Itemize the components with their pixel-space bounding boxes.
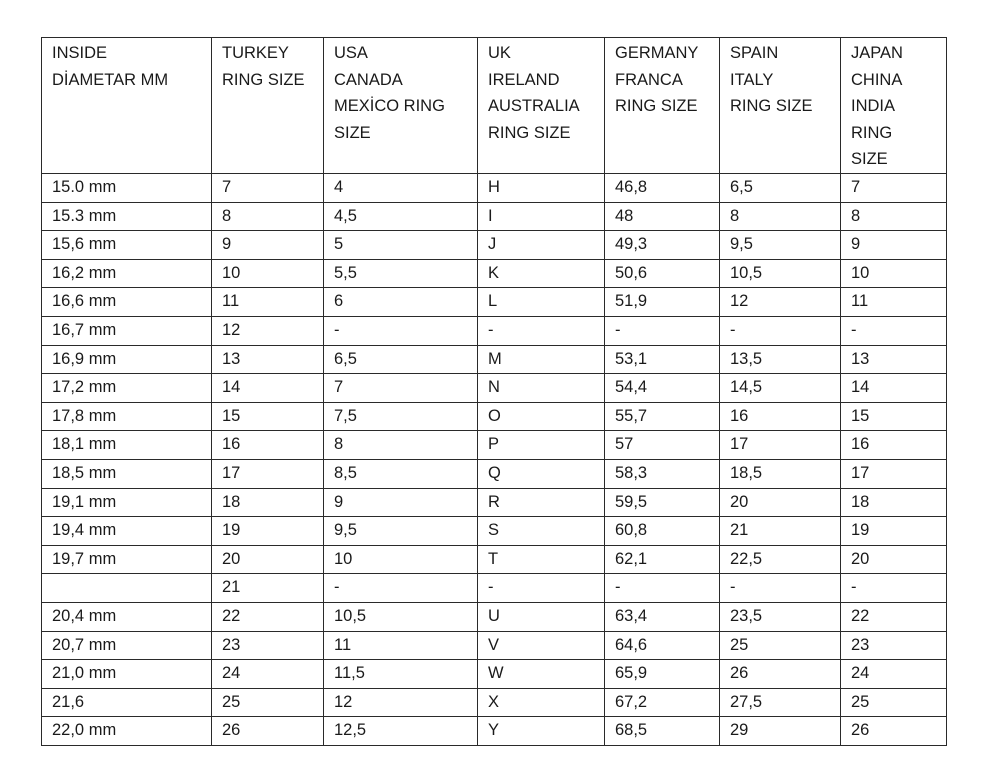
uk-size-cell: Y [478, 717, 605, 746]
japan-size-cell: 22 [841, 602, 947, 631]
japan-size-cell: 11 [841, 288, 947, 317]
table-row [42, 688, 947, 717]
spain-size-cell: 20 [720, 488, 841, 517]
ring-size-chart [41, 37, 947, 746]
usa-size-cell: 9 [324, 488, 478, 517]
japan-size-cell: 25 [841, 688, 947, 717]
spain-size-cell: - [720, 316, 841, 345]
table-row [42, 660, 947, 689]
table-row [42, 431, 947, 460]
uk-size-cell: V [478, 631, 605, 660]
table-row [42, 517, 947, 546]
table-row [42, 574, 947, 603]
usa-size-cell: 4,5 [324, 202, 478, 231]
header-line: CHINA [851, 70, 903, 89]
turkey-size-cell: 22 [212, 602, 324, 631]
inside-diameter-cell: 16,7 mm [42, 316, 212, 345]
inside-diameter-cell [42, 574, 212, 603]
header-line: SPAIN [730, 44, 779, 62]
usa-canada-mexico-ring-size-header [324, 38, 478, 174]
usa-size-cell: 7,5 [324, 402, 478, 431]
turkey-size-cell: 10 [212, 259, 324, 288]
uk-size-cell: - [478, 574, 605, 603]
inside-diameter-cell: 19,1 mm [42, 488, 212, 517]
uk-size-cell: W [478, 660, 605, 689]
japan-size-cell: 16 [841, 431, 947, 460]
uk-size-cell: O [478, 402, 605, 431]
japan-size-cell: 14 [841, 374, 947, 403]
inside-diameter-cell: 19,4 mm [42, 517, 212, 546]
usa-size-cell: - [324, 574, 478, 603]
japan-size-cell: 10 [841, 259, 947, 288]
japan-size-cell: - [841, 574, 947, 603]
turkey-size-cell: 25 [212, 688, 324, 717]
table-row [42, 174, 947, 203]
spain-size-cell: 12 [720, 288, 841, 317]
table-row [42, 602, 947, 631]
inside-diameter-cell: 20,4 mm [42, 602, 212, 631]
usa-size-cell: 6 [324, 288, 478, 317]
japan-size-cell: 20 [841, 545, 947, 574]
table-row [42, 459, 947, 488]
japan-size-cell: 15 [841, 402, 947, 431]
turkey-size-cell: 13 [212, 345, 324, 374]
usa-size-cell: 11,5 [324, 660, 478, 689]
uk-size-cell: N [478, 374, 605, 403]
turkey-size-cell: 21 [212, 574, 324, 603]
uk-size-cell: T [478, 545, 605, 574]
usa-size-cell: 12,5 [324, 717, 478, 746]
turkey-size-cell: 23 [212, 631, 324, 660]
germany-size-cell: - [605, 574, 720, 603]
turkey-ring-size-header [212, 38, 324, 174]
germany-size-cell: 54,4 [605, 374, 720, 403]
usa-size-cell: 7 [324, 374, 478, 403]
turkey-size-cell: 20 [212, 545, 324, 574]
table-body [42, 174, 947, 746]
germany-size-cell: 46,8 [605, 174, 720, 203]
japan-size-cell: 19 [841, 517, 947, 546]
spain-italy-ring-size-header [720, 38, 841, 174]
table-row [42, 631, 947, 660]
spain-size-cell: 21 [720, 517, 841, 546]
table-row [42, 402, 947, 431]
table-row [42, 374, 947, 403]
uk-size-cell: X [478, 688, 605, 717]
germany-size-cell: 60,8 [605, 517, 720, 546]
turkey-size-cell: 19 [212, 517, 324, 546]
germany-franca-ring-size-header [605, 38, 720, 174]
germany-size-cell: 64,6 [605, 631, 720, 660]
spain-size-cell: 14,5 [720, 374, 841, 403]
inside-diameter-cell: 21,0 mm [42, 660, 212, 689]
header-line: INDIA [851, 97, 896, 115]
header-line: GERMANY [615, 44, 699, 62]
table-row [42, 288, 947, 317]
usa-size-cell: 12 [324, 688, 478, 717]
header-line: AUSTRALIA [488, 97, 580, 115]
table-row [42, 488, 947, 517]
uk-size-cell: U [478, 602, 605, 631]
germany-size-cell: 50,6 [605, 259, 720, 288]
inside-diameter-cell: 15.3 mm [42, 202, 212, 231]
germany-size-cell: 57 [605, 431, 720, 460]
header-line: FRANCA [615, 70, 683, 89]
table-header [42, 38, 947, 174]
header-line: UK [488, 44, 511, 62]
spain-size-cell: 17 [720, 431, 841, 460]
germany-size-cell: 65,9 [605, 660, 720, 689]
usa-size-cell: 8 [324, 431, 478, 460]
header-line: USA [334, 44, 368, 62]
table-row [42, 717, 947, 746]
uk-size-cell: I [478, 202, 605, 231]
inside-diameter-cell: 18,1 mm [42, 431, 212, 460]
header-line: IRELAND [488, 70, 560, 89]
inside-diameter-cell: 18,5 mm [42, 459, 212, 488]
inside-diameter-cell: 15,6 mm [42, 231, 212, 260]
turkey-size-cell: 12 [212, 316, 324, 345]
usa-size-cell: 8,5 [324, 459, 478, 488]
turkey-size-cell: 15 [212, 402, 324, 431]
inside-diameter-header [42, 38, 212, 174]
germany-size-cell: 48 [605, 202, 720, 231]
inside-diameter-cell: 17,2 mm [42, 374, 212, 403]
header-line: RING SIZE [222, 70, 305, 89]
turkey-size-cell: 9 [212, 231, 324, 260]
japan-size-cell: 13 [841, 345, 947, 374]
japan-size-cell: 26 [841, 717, 947, 746]
header-line: TURKEY [222, 44, 289, 62]
usa-size-cell: 4 [324, 174, 478, 203]
japan-size-cell: 23 [841, 631, 947, 660]
inside-diameter-cell: 21,6 [42, 688, 212, 717]
germany-size-cell: 59,5 [605, 488, 720, 517]
uk-size-cell: R [478, 488, 605, 517]
inside-diameter-cell: 19,7 mm [42, 545, 212, 574]
turkey-size-cell: 14 [212, 374, 324, 403]
header-line: SIZE [851, 150, 888, 168]
header-line: INSIDE [52, 44, 108, 62]
header-line: ITALY [730, 70, 774, 89]
inside-diameter-cell: 17,8 mm [42, 402, 212, 431]
germany-size-cell: 51,9 [605, 288, 720, 317]
uk-size-cell: S [478, 517, 605, 546]
header-line: MEXİCO RING [334, 97, 445, 115]
table-row [42, 202, 947, 231]
japan-size-cell: 24 [841, 660, 947, 689]
turkey-size-cell: 26 [212, 717, 324, 746]
inside-diameter-cell: 15.0 mm [42, 174, 212, 203]
table-row [42, 345, 947, 374]
spain-size-cell: 9,5 [720, 231, 841, 260]
germany-size-cell: 55,7 [605, 402, 720, 431]
header-line: CANADA [334, 70, 403, 89]
japan-size-cell: 8 [841, 202, 947, 231]
usa-size-cell: 10,5 [324, 602, 478, 631]
japan-size-cell: 17 [841, 459, 947, 488]
header-line: RING SIZE [615, 97, 698, 115]
spain-size-cell: 18,5 [720, 459, 841, 488]
germany-size-cell: 53,1 [605, 345, 720, 374]
header-line: SIZE [334, 123, 371, 142]
uk-size-cell: J [478, 231, 605, 260]
japan-size-cell: 9 [841, 231, 947, 260]
turkey-size-cell: 17 [212, 459, 324, 488]
germany-size-cell: 49,3 [605, 231, 720, 260]
turkey-size-cell: 7 [212, 174, 324, 203]
header-line: DİAMETAR MM [52, 70, 169, 89]
uk-size-cell: M [478, 345, 605, 374]
uk-size-cell: L [478, 288, 605, 317]
inside-diameter-cell: 16,6 mm [42, 288, 212, 317]
header-row [42, 38, 947, 174]
usa-size-cell: 11 [324, 631, 478, 660]
inside-diameter-cell: 16,9 mm [42, 345, 212, 374]
inside-diameter-cell: 16,2 mm [42, 259, 212, 288]
ring-size-table [41, 37, 947, 746]
germany-size-cell: 63,4 [605, 602, 720, 631]
spain-size-cell: 26 [720, 660, 841, 689]
header-line: JAPAN [851, 44, 903, 62]
usa-size-cell: - [324, 316, 478, 345]
turkey-size-cell: 11 [212, 288, 324, 317]
uk-size-cell: P [478, 431, 605, 460]
turkey-size-cell: 24 [212, 660, 324, 689]
japan-size-cell: 18 [841, 488, 947, 517]
usa-size-cell: 6,5 [324, 345, 478, 374]
table-row [42, 545, 947, 574]
spain-size-cell: 13,5 [720, 345, 841, 374]
table-row [42, 259, 947, 288]
germany-size-cell: 67,2 [605, 688, 720, 717]
spain-size-cell: 22,5 [720, 545, 841, 574]
usa-size-cell: 5 [324, 231, 478, 260]
spain-size-cell: 23,5 [720, 602, 841, 631]
spain-size-cell: 27,5 [720, 688, 841, 717]
germany-size-cell: 62,1 [605, 545, 720, 574]
japan-size-cell: - [841, 316, 947, 345]
germany-size-cell: 68,5 [605, 717, 720, 746]
japan-china-india-ring-size-header [841, 38, 947, 174]
spain-size-cell: 10,5 [720, 259, 841, 288]
header-line: RING [851, 123, 893, 142]
turkey-size-cell: 8 [212, 202, 324, 231]
uk-size-cell: H [478, 174, 605, 203]
uk-size-cell: Q [478, 459, 605, 488]
header-line: RING SIZE [730, 97, 813, 115]
turkey-size-cell: 18 [212, 488, 324, 517]
germany-size-cell: 58,3 [605, 459, 720, 488]
spain-size-cell: 25 [720, 631, 841, 660]
usa-size-cell: 10 [324, 545, 478, 574]
turkey-size-cell: 16 [212, 431, 324, 460]
spain-size-cell: 29 [720, 717, 841, 746]
japan-size-cell: 7 [841, 174, 947, 203]
spain-size-cell: 6,5 [720, 174, 841, 203]
inside-diameter-cell: 22,0 mm [42, 717, 212, 746]
usa-size-cell: 9,5 [324, 517, 478, 546]
uk-size-cell: K [478, 259, 605, 288]
usa-size-cell: 5,5 [324, 259, 478, 288]
uk-size-cell: - [478, 316, 605, 345]
spain-size-cell: 16 [720, 402, 841, 431]
germany-size-cell: - [605, 316, 720, 345]
uk-ireland-australia-ring-size-header [478, 38, 605, 174]
spain-size-cell: 8 [720, 202, 841, 231]
table-row [42, 316, 947, 345]
table-row [42, 231, 947, 260]
inside-diameter-cell: 20,7 mm [42, 631, 212, 660]
spain-size-cell: - [720, 574, 841, 603]
header-line: RING SIZE [488, 123, 571, 142]
